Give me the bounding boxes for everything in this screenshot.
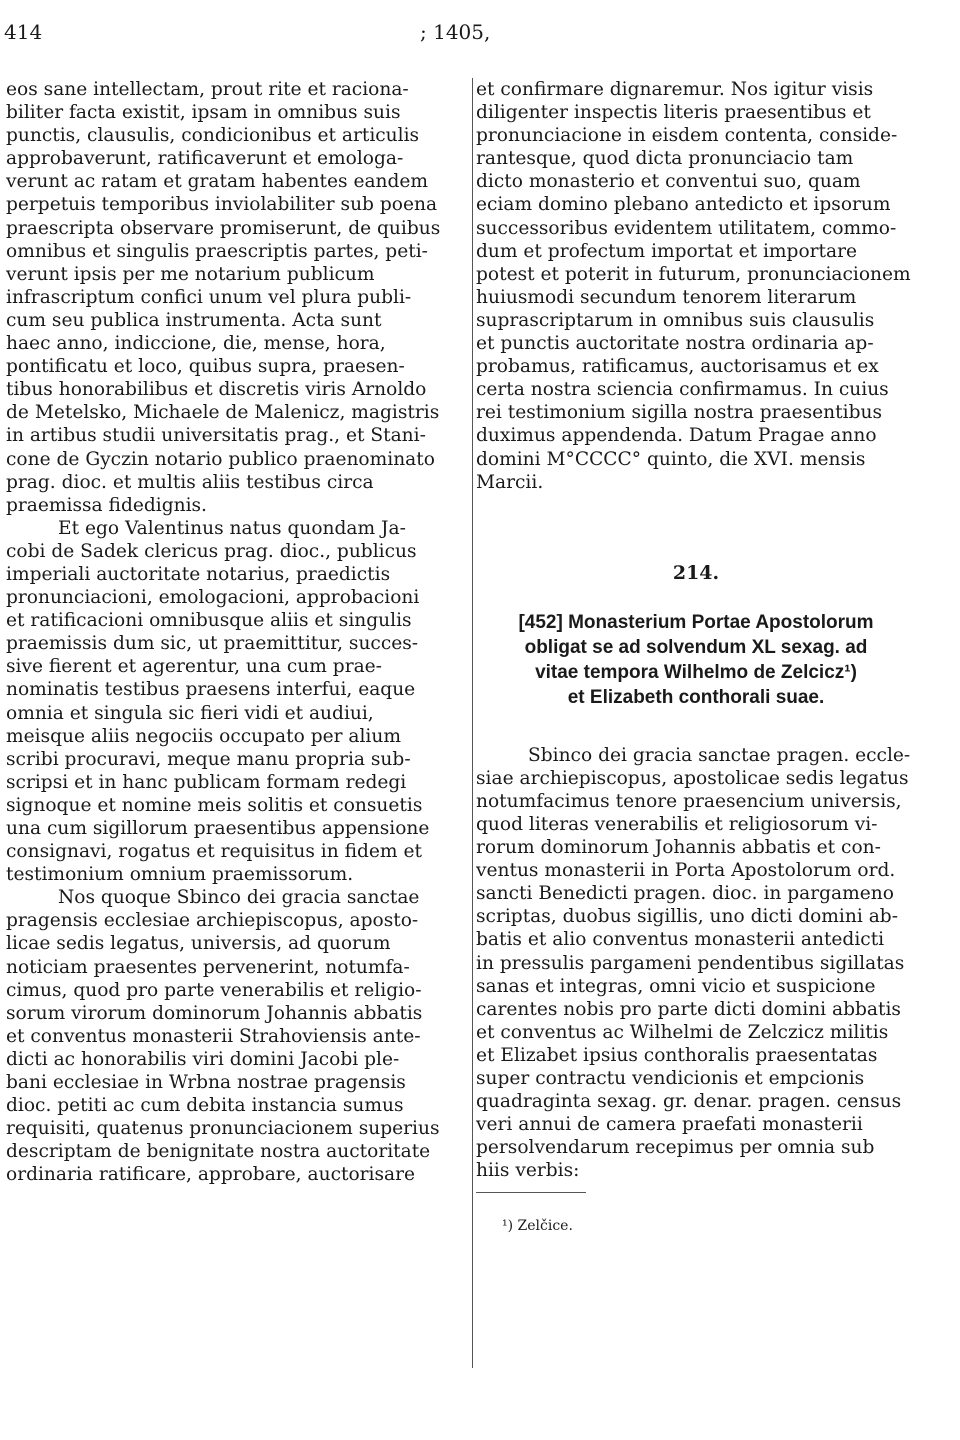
text-line: in pressulis pargameni pendentibus sigillatas (476, 952, 905, 974)
text-line: sorum virorum dominorum Johannis abbatis (6, 1002, 423, 1024)
text-line: eciam domino plebano antedicto et ipsorum (476, 194, 891, 216)
column-divider (472, 78, 473, 1368)
running-year: ; 1405, (420, 20, 491, 44)
text-line: veri annui de camera praefati monasterii (476, 1114, 863, 1136)
footnote: ¹) Zelčice. (502, 1218, 573, 1235)
text-line: dicti ac honorabilis viri domini Jacobi ple- (6, 1048, 400, 1070)
text-line: carentes nobis pro parte dicti domini abbatis (476, 998, 901, 1020)
text-line: praemissa fidedignis. (6, 494, 207, 516)
text-line: cimus, quod pro parte venerabilis et religio- (6, 979, 422, 1001)
text-line: imperiali auctoritate notarius, praedictis (6, 563, 391, 585)
text-line: punctis, clausulis, condicionibus et articulis (6, 125, 420, 147)
text-line: sancti Benedicti pragen. dioc. in pargameno (476, 883, 894, 905)
text-line: de Metelsko, Michaele de Malenicz, magistris (6, 402, 440, 424)
document-number: 214. (672, 561, 720, 584)
text-line: huiusmodi secundum tenorem literarum (476, 286, 857, 308)
text-line: omnia et singula sic fieri vidi et audiui, (6, 702, 374, 724)
text-line: dum et profectum importat et importare (476, 240, 857, 262)
text-line: approbaverunt, ratificaverunt et emologa- (6, 148, 404, 170)
text-line: batis et alio conventus monasterii antedicti (476, 929, 885, 951)
right-column (476, 78, 916, 1239)
text-line: verunt ipsis per me notarium publicum (6, 263, 375, 285)
right-column-body-text (476, 744, 916, 1183)
text-line: haec anno, indiccione, die, mense, hora, (6, 333, 386, 355)
text-line: probamus, ratificamus, auctorisamus et ex (476, 356, 879, 378)
text-line: rorum dominorum Johannis abbatis et con- (476, 837, 881, 859)
text-line: siae archiepiscopus, apostolicae sedis legatus (476, 767, 909, 789)
text-line: verunt ac ratam et gratam habentes eandem (6, 171, 429, 193)
text-line: descriptam de benignitate nostra auctoritate (6, 1141, 431, 1163)
text-line: cum seu publica instrumenta. Acta sunt (6, 309, 382, 331)
text-line: successoribus evidentem utilitatem, commo- (476, 217, 897, 239)
text-line: sive fierent et agerentur, una cum prae- (6, 656, 382, 678)
text-line: biliter facta existit, ipsam in omnibus suis (6, 102, 401, 124)
text-line: meisque aliis negociis occupato per alium (6, 725, 401, 747)
text-line: ventus monasterii in Porta Apostolorum ord. (476, 860, 896, 882)
text-line: et confirmare dignaremur. Nos igitur visis (476, 79, 874, 100)
text-line: et conventus ac Wilhelmi de Zelczicz militis (476, 1021, 889, 1043)
right-column-top-text (476, 78, 916, 494)
text-line: dicto monasterio et conventui suo, quam (476, 171, 861, 193)
text-line: dioc. petiti ac cum debita instancia sumus (6, 1095, 404, 1117)
text-line: cone de Gyczin notario publico praenominato (6, 448, 435, 470)
text-line: duximus appendenda. Datum Pragae anno (476, 425, 877, 447)
text-line: scripsi et in hanc publicam formam redegi (6, 771, 407, 793)
text-line: omnibus et singulis praescriptis partes, peti- (6, 240, 428, 262)
document-heading (476, 610, 916, 710)
text-line: rei testimonium sigilla nostra praesentibus (476, 402, 882, 424)
text-line: pontificatu et loco, quibus supra, praesen- (6, 356, 405, 378)
text-line: licae sedis legatus, universis, ad quorum (6, 933, 391, 955)
text-line: et punctis auctoritate nostra ordinaria ap- (476, 333, 874, 355)
text-line: nominatis testibus praesens interfui, eaque (6, 679, 416, 701)
text-line: quadraginta sexag. gr. denar. pragen. census (476, 1091, 902, 1113)
text-line: consignavi, rogatus et requisitus in fidem et (6, 841, 422, 863)
text-line: pragensis ecclesiae archiepiscopus, aposto- (6, 910, 419, 932)
text-line: in artibus studii universitatis prag., et Stani- (6, 425, 426, 447)
text-line: una cum sigillorum praesentibus appensione (6, 818, 430, 839)
text-line: Sbinco dei gracia sanctae pragen. eccle- (528, 744, 911, 766)
text-line: potest et poterit in futurum, pronunciacionem (476, 263, 911, 285)
text-line: bani ecclesiae in Wrbna nostrae pragensis (6, 1072, 406, 1094)
text-line: tibus honorabilibus et discretis viris Arnoldo (6, 379, 427, 401)
text-line: praemissis dum sic, ut praemittitur, succes- (6, 633, 419, 655)
text-line: obligat se ad solvendum XL sexag. ad (524, 636, 868, 658)
text-line: diligenter inspectis literis praesentibus et (476, 102, 871, 124)
text-line: scriptas, duobus sigillis, uno dicti domini ab- (476, 906, 898, 928)
text-line: suprascriptarum in omnibus suis clausulis (476, 309, 875, 331)
text-line: et Elizabet ipsius conthoralis praesentatas (476, 1044, 878, 1066)
text-line: cobi de Sadek clericus prag. dioc., publicus (6, 540, 417, 562)
text-line: perpetuis temporibus inviolabiliter sub poena (6, 194, 438, 216)
left-column (6, 78, 456, 1187)
text-line: praescripta observare promiserunt, de quibus (6, 217, 441, 239)
text-line: sanas et integras, omni vicio et suspicione (476, 975, 876, 997)
text-line: rantesque, quod dicta pronunciacio tam (476, 148, 854, 170)
text-line: noticiam praesentes pervenerint, notumfa- (6, 956, 410, 978)
text-line: quod literas venerabilis et religiosorum vi- (476, 813, 878, 835)
text-line: prag. dioc. et multis aliis testibus circa (6, 471, 374, 493)
text-line: et conventus monasterii Strahoviensis ante- (6, 1025, 421, 1047)
text-line: Nos quoque Sbinco dei gracia sanctae (58, 887, 420, 909)
text-line: eos sane intellectam, prout rite et raciona- (6, 79, 409, 100)
footnote-rule (476, 1192, 586, 1193)
text-line: signoque et nomine meis solitis et consuetis (6, 794, 423, 816)
text-line: [452] Monasterium Portae Apostolorum (518, 611, 874, 633)
text-line: Marcii. (476, 471, 544, 493)
text-line: pronunciacioni, emologacioni, approbacioni (6, 587, 420, 609)
text-line: requisiti, quatenus pronunciacionem superius (6, 1118, 440, 1140)
page-number: 414 (4, 20, 43, 44)
text-line: pronunciacione in eisdem contenta, conside- (476, 125, 898, 147)
text-line: persolvendarum recepimus per omnia sub (476, 1137, 875, 1159)
text-line: Et ego Valentinus natus quondam Ja- (58, 517, 406, 539)
text-line: et ratificacioni omnibusque aliis et singulis (6, 610, 412, 632)
text-line: hiis verbis: (476, 1160, 580, 1182)
text-line: super contractu vendicionis et empcionis (476, 1068, 865, 1089)
text-line: testimonium omnium praemissorum. (6, 864, 354, 886)
text-line: scribi procuravi, meque manu propria sub- (6, 748, 411, 770)
text-line: notumfacimus tenore praesencium universis, (476, 790, 902, 812)
text-line: certa nostra sciencia confirmamus. In cuius (476, 379, 889, 401)
text-line: ordinaria ratificare, approbare, auctorisare (6, 1164, 415, 1186)
text-line: domini M°CCCC° quinto, die XVI. mensis (476, 448, 866, 470)
text-line: et Elizabeth conthorali suae. (567, 686, 825, 708)
text-line: vitae tempora Wilhelmo de Zelcicz¹) (535, 661, 857, 683)
text-line: infrascriptum confici unum vel plura publi- (6, 286, 412, 308)
